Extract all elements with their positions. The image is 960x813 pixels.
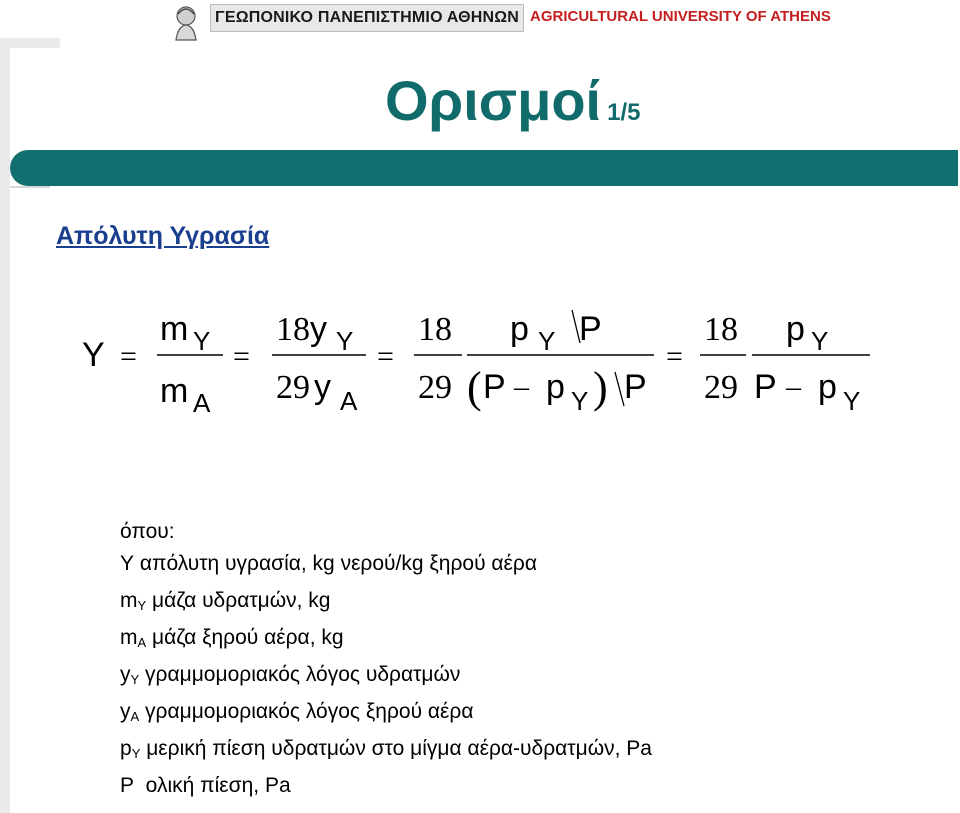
- definition-symbol: m: [120, 626, 138, 649]
- formula-minus-1: –: [514, 370, 529, 403]
- formula-P-den: P: [483, 368, 506, 406]
- formula-29-b: 29: [418, 369, 452, 406]
- formula-eq-3: =: [377, 340, 394, 373]
- section-heading: Απόλυτη Υγρασία: [56, 222, 270, 250]
- formula-18-b: 18: [418, 311, 452, 348]
- formula-p-den-3-sub: Y: [843, 386, 861, 416]
- formula-m-den: m: [160, 372, 189, 410]
- formula-rparen: ): [593, 363, 608, 412]
- definition-symbol: y: [120, 663, 131, 686]
- definition-symbol: m: [120, 589, 138, 612]
- slash-2: [615, 372, 624, 406]
- formula-eq-4: =: [666, 340, 683, 373]
- definition-subscript: Y: [130, 672, 140, 687]
- formula-18-c: 18: [704, 311, 738, 348]
- formula-m-den-sub: A: [193, 388, 211, 418]
- formula-p-den: p: [546, 368, 565, 406]
- definition-P: [120, 770, 652, 807]
- definition-text: γραμμομοριακός λόγος υδρατμών: [139, 663, 461, 686]
- formula-29-c: 29: [704, 369, 738, 406]
- formula-p-num-2-sub: Y: [811, 326, 829, 356]
- logo-greek-name: ΓΕΩΠΟΝΙΚΟ ΠΑΝΕΠΙΣΤΗΜΙΟ ΑΘΗΝΩΝ: [210, 4, 524, 32]
- formula-P-num: P: [579, 310, 602, 348]
- definition-text: γραμμομοριακός λόγος ξηρού αέρα: [139, 700, 474, 723]
- formula-p-num-2: p: [786, 310, 805, 348]
- definition-text: μάζα υδρατμών, kg: [146, 589, 331, 612]
- definition-subscript: Y: [131, 746, 141, 761]
- formula-y-num: y: [310, 310, 327, 348]
- formula-y-den: y: [314, 368, 331, 406]
- definition-mY: [120, 585, 652, 622]
- definition-Y: [120, 548, 652, 585]
- formula-p-num: p: [510, 310, 529, 348]
- definition-subscript: Y: [137, 598, 147, 613]
- formula-P-den-2: P: [624, 368, 647, 406]
- formula-18-a: 18: [276, 311, 310, 348]
- definition-yY: [120, 659, 652, 696]
- definitions-intro: όπου:: [120, 520, 175, 543]
- title-text: Ορισμοί: [385, 69, 602, 132]
- definition-yA: [120, 696, 652, 733]
- definition-subscript: A: [137, 635, 147, 650]
- formula-lparen: (: [467, 363, 482, 412]
- definition-symbol: Y: [120, 552, 135, 575]
- formula-Y: Y: [82, 336, 105, 374]
- absolute-humidity-formula: [0, 290, 900, 430]
- formula-p-num-sub: Y: [538, 326, 556, 356]
- formula-29-a: 29: [276, 369, 310, 406]
- formula-p-den-sub: Y: [571, 386, 589, 416]
- logo-english-name: AGRICULTURAL UNIVERSITY OF ATHENS: [530, 8, 831, 25]
- definition-symbol: y: [120, 700, 131, 723]
- definitions-list: [120, 516, 652, 807]
- definition-text: μάζα ξηρού αέρα, kg: [146, 626, 344, 649]
- formula-eq-1: =: [120, 340, 137, 373]
- formula-m-num: m: [160, 310, 189, 348]
- slide-title: [385, 66, 640, 148]
- formula-y-den-sub: A: [340, 386, 358, 416]
- definition-text: απόλυτη υγρασία, kg νερού/kg ξηρού αέρα: [134, 552, 538, 575]
- definition-text: ολική πίεση, Pa: [134, 774, 291, 797]
- formula-m-num-sub: Y: [193, 326, 211, 356]
- definition-symbol: p: [120, 737, 132, 760]
- formula-minus-2: –: [786, 370, 801, 403]
- university-emblem-icon: [166, 2, 206, 42]
- title-rule: [10, 150, 958, 186]
- definition-pY: [120, 733, 652, 770]
- definition-mA: [120, 622, 652, 659]
- definition-subscript: A: [130, 709, 140, 724]
- page-indicator: 1/5: [607, 99, 641, 126]
- title-rule-shadow: [10, 186, 50, 188]
- definition-symbol: P: [120, 774, 135, 797]
- formula-p-den-3: p: [818, 368, 837, 406]
- definition-text: μερική πίεση υδρατμών στο μίγμα αέρα-υδρατμών, Pa: [140, 737, 652, 760]
- formula-eq-2: =: [233, 340, 250, 373]
- formula-P-den-3: P: [754, 368, 777, 406]
- formula-y-num-sub: Y: [336, 326, 354, 356]
